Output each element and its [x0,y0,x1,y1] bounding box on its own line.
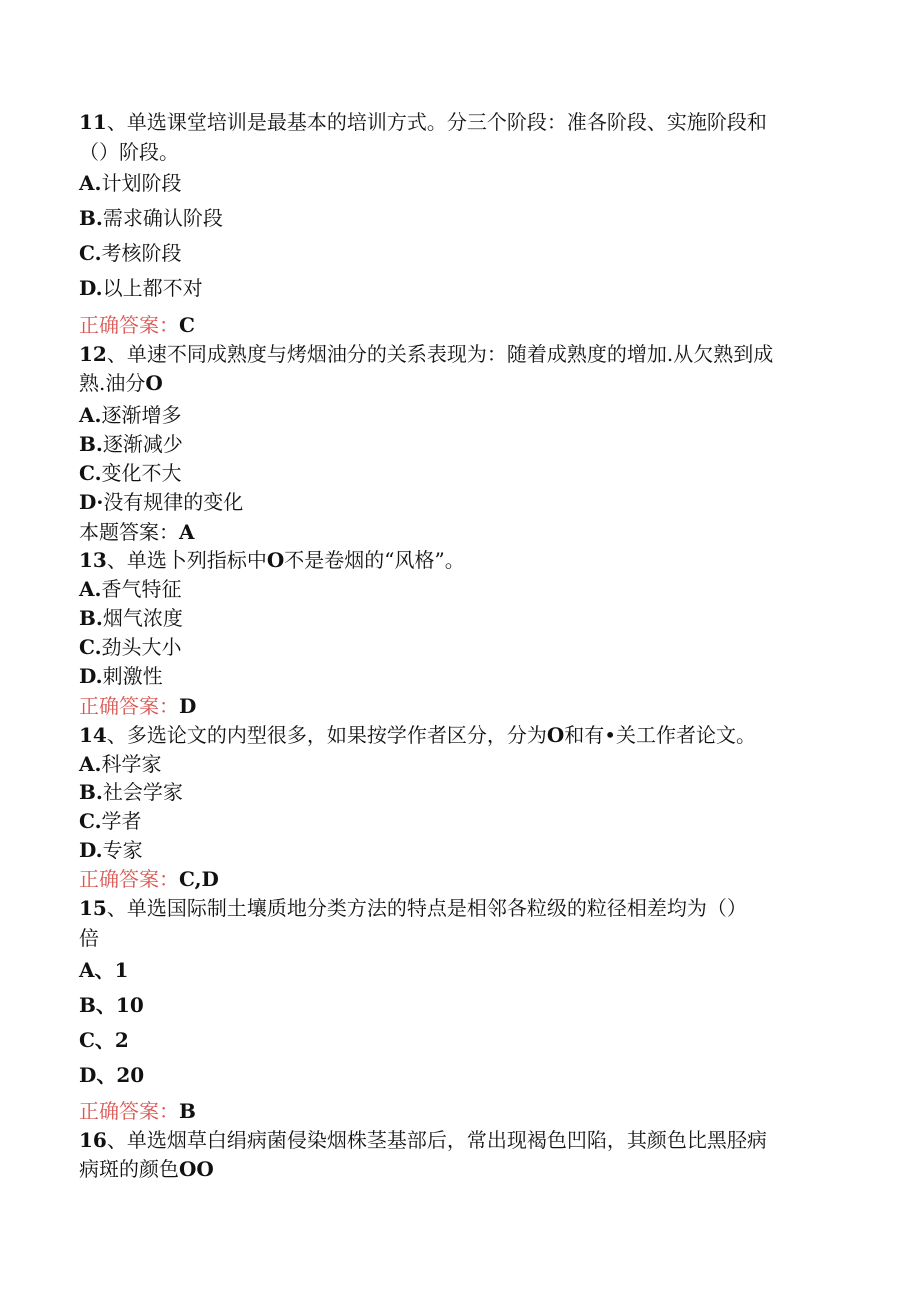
question-12-option-a: A.逐渐增多 [79,403,182,427]
question-16-stem-line-1: 16、单选烟草白绢病菌侵染烟株茎基部后，常出现褐色凹陷，其颜色比黑胫病 [79,1128,767,1152]
question-14-option-c: C.学者 [79,809,142,833]
question-14-option-a: A.科学家 [79,752,162,776]
question-15-stem-line-1: 15、单选国际制土壤质地分类方法的特点是相邻各粒级的粒径相差均为（） [79,896,747,920]
question-11-option-d: D.以上都不对 [79,276,203,300]
question-12-option-c: C.变化不大 [79,461,182,485]
question-number: 11 [79,110,107,134]
question-12-option-d: D·没有规律的变化 [79,490,244,514]
question-15-option-d: D、20 [79,1063,145,1087]
question-13-option-a: A.香气特征 [79,577,182,601]
question-13-option-b: B.烟气浓度 [79,606,183,630]
question-11-stem-line-1: 11、单选课堂培训是最基本的培训方式。分三个阶段：准各阶段、实施阶段和 [79,110,767,134]
question-15-option-c: C、2 [79,1028,129,1052]
question-14-option-d: D.专家 [79,838,143,862]
question-15-answer: 正确答案：B [79,1099,196,1123]
question-11-answer: 正确答案：C [79,313,195,337]
question-13-option-c: C.劲头大小 [79,635,182,659]
question-11-option-c: C.考核阶段 [79,241,182,265]
question-12-stem-line-1: 12、单速不同成熟度与烤烟油分的关系表现为：随着成熟度的增加.从欠熟到成 [79,342,774,366]
question-14-answer: 正确答案：C,D [79,867,219,891]
question-11-stem-line-2: （）阶段。 [79,140,179,164]
question-11-option-a: A.计划阶段 [79,171,182,195]
question-13-stem-line-1: 13、单选卜列指标中O不是卷烟的“风格”。 [79,548,465,572]
question-13-answer: 正确答案：D [79,694,197,718]
question-15-option-b: B、10 [79,993,144,1017]
question-13-option-d: D.刺激性 [79,664,163,688]
question-11-option-b: B.需求确认阶段 [79,206,223,230]
question-15-option-a: A、1 [79,958,129,982]
question-12-answer: 本题答案：A [79,520,195,544]
question-14-option-b: B.社会学家 [79,780,183,804]
question-16-stem-line-2: 病斑的颜色OO [79,1157,214,1181]
question-12-option-b: B.逐渐减少 [79,432,183,456]
question-12-stem-line-2: 熟.油分O [79,371,163,395]
question-14-stem-line-1: 14、多选论文的内型很多，如果按学作者区分，分为O和有•关工作者论文。 [79,723,757,747]
question-15-stem-line-2: 倍 [79,926,99,950]
